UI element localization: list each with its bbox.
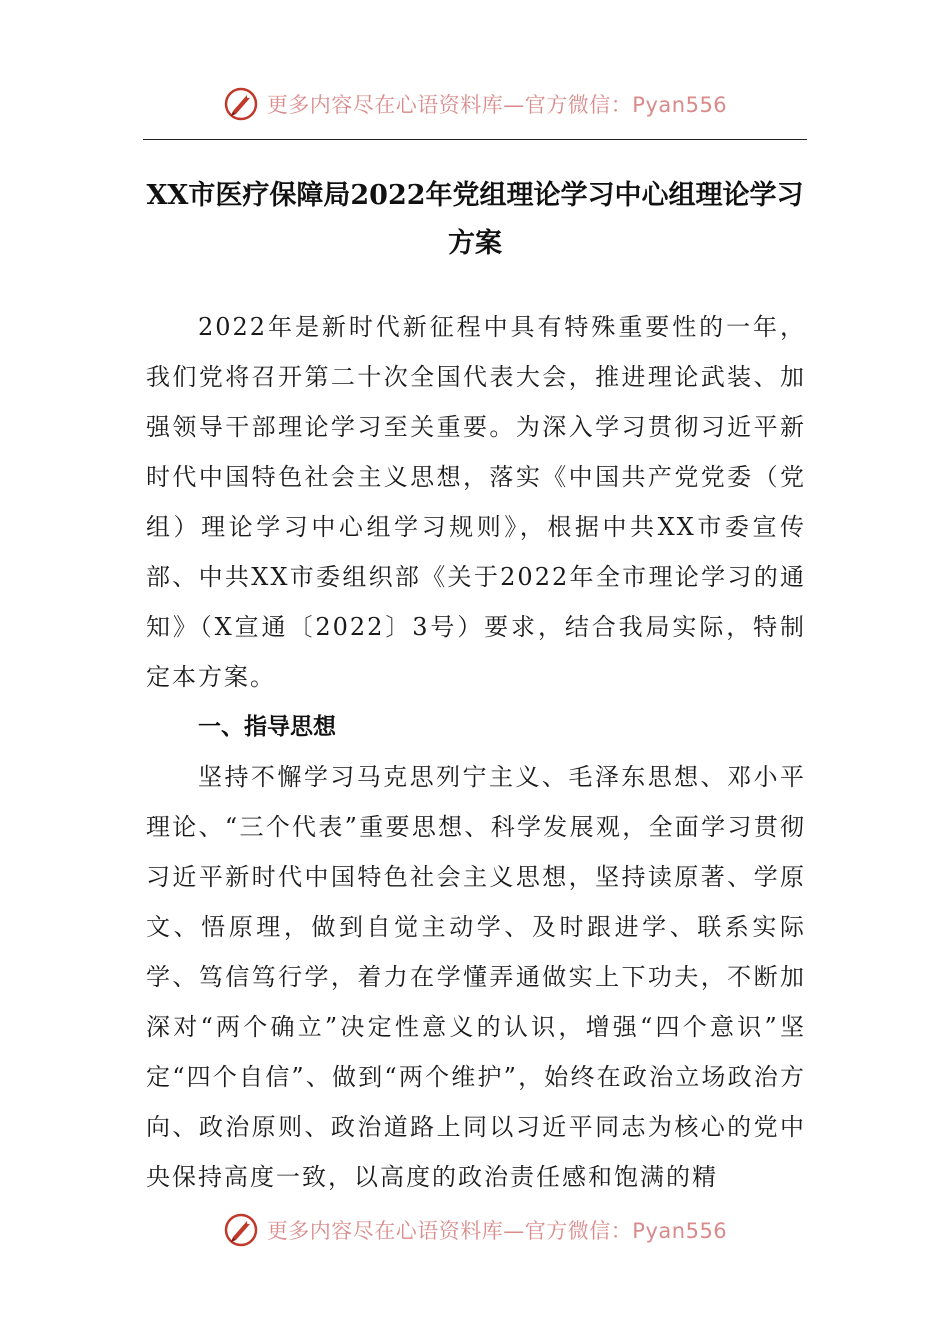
guiding-ideology-paragraph: 坚持不懈学习马克思列宁主义、毛泽东思想、邓小平理论、“三个代表”重要思想、科学发展观，全面学习贯彻习近平新时代中国特色社会主义思想，坚持读原著、学原文、悟原理，做到自觉主动学、及时跟进学、联系实际学、笃信笃行学，着力在学懂弄通做实上下功夫，不断加深对“两个确立”决定性意义的认识，增强“四个意识”坚定“四个自信”、做到“两个维护”，始终在政治立场政治方向、政治原则、政治道路上同以习近平同志为核心的党中央保持高度一致，以高度的政治责任感和饱满的精: [146, 763, 806, 1191]
watermark-text: 更多内容尽在心语资料库—官方微信：Pyan556: [266, 1219, 728, 1243]
footer-watermark-banner: [0, 1208, 950, 1252]
pen-logo-icon: [223, 1212, 259, 1248]
document-body: [146, 302, 806, 1202]
header-divider: [143, 139, 807, 140]
section-heading-guiding-ideology: 一、指导思想: [198, 714, 336, 740]
intro-paragraph: 2022年是新时代新征程中具有特殊重要性的一年，我们党将召开第二十次全国代表大会，推进理论武装、加强领导干部理论学习至关重要。为深入学习贯彻习近平新时代中国特色社会主义思想，落实《中国共产党党委（党组）理论学习中心组学习规则》，根据中共XX市委宣传部、中共XX市委组织部《关于2022年全市理论学习的通知》（X宣通〔2022〕3号）要求，结合我局实际，特制定本方案。: [146, 313, 806, 691]
header-watermark-banner: [0, 82, 950, 126]
pen-logo-icon: [223, 86, 259, 122]
document-title: XX市医疗保障局2022年党组理论学习中心组理论学习方案: [146, 180, 804, 259]
watermark-text: 更多内容尽在心语资料库—官方微信：Pyan556: [266, 93, 728, 117]
